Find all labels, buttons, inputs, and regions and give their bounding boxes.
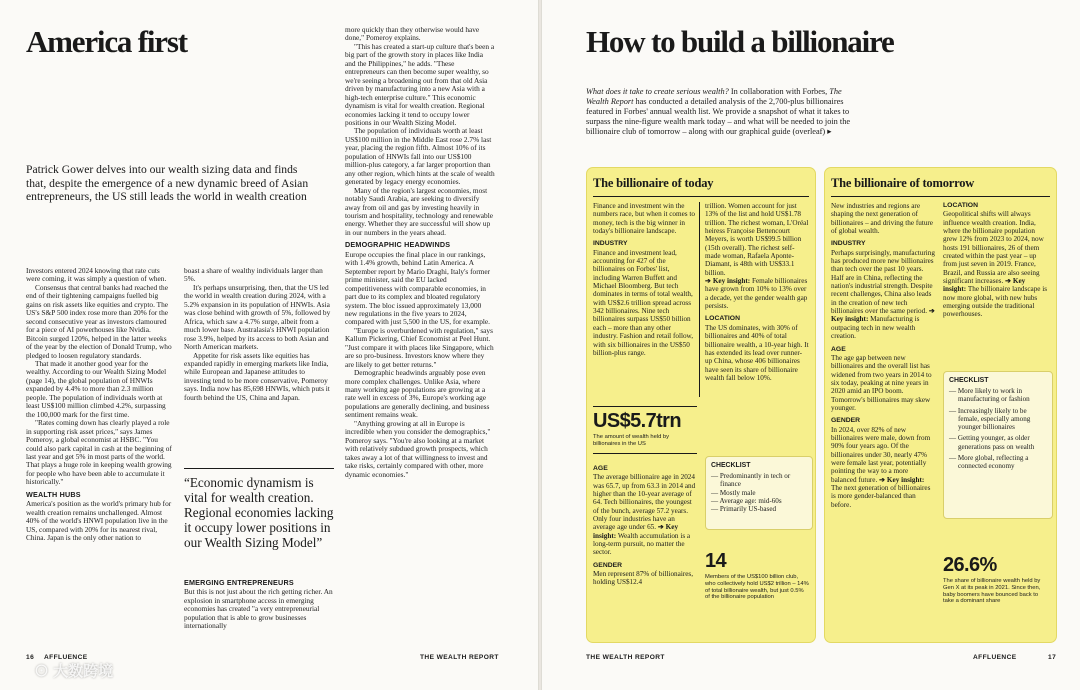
left-page	[0, 0, 538, 690]
stat-value: US$5.7trn	[593, 410, 681, 432]
label-location: LOCATION	[705, 315, 740, 323]
paragraph: "Europe is overburdened with regulation," says Kallum Pickering, Chief Economist at Peel Hunt. "Just compare it with places like Singapore, which are so pro-business. Investors know where they are likely to get better returns."	[345, 325, 494, 369]
subhead-emerging-entrepreneurs: EMERGING ENTREPRENEURS	[184, 578, 294, 587]
key-insight-text: The next generation of billionaires is more gender-balanced than before.	[831, 484, 931, 509]
label-location: LOCATION	[943, 202, 978, 209]
intro-text-a: In collaboration with Forbes,	[728, 87, 830, 96]
checklist-item: — More likely to work in manufacturing or fashion	[949, 387, 1030, 404]
panel-billionaire-today	[586, 167, 816, 643]
industry-text: Perhaps surprisingly, manufacturing has produced more new billionaires than tech over the past 10 years. Half are in China, reflecting the nation's industrial strength. Despite recent challenges, China also leads in the creation of new tech billionaires over the same period.	[831, 248, 935, 316]
panel-title: The billionaire of today	[593, 176, 714, 190]
key-insight-label: ➔ Key insight:	[943, 277, 1026, 294]
today-industry-text: Finance and investment lead, accounting for 427 of the billionaires on Forbes' list, including Warren Buffett and Michael Bloomberg. But tech dominates in terms of total wealth, with US$2.6 trillion spread across 342 billionaires. Nine tech billionaires surpass US$50 billion each – more than any other industry. Fashion and retail follow, with six billionaires in the US$50 billion-plus range.	[593, 248, 694, 357]
panel-title-rule	[593, 196, 809, 197]
paragraph: That made it another good year for the wealthy. According to our Wealth Sizing Model (page 14), the global population of HNWIs expanded by 4.4% to more than 2.3 million people. The population of individuals worth at least US$100 million climbed 4.2%, surpassing the 100,000 mark for the first time.	[26, 358, 167, 419]
tomorrow-age-text: The age gap between new billionaires and the overall list has widened from two years in 2014 to six today, peaking at nine years in 2020 amid an IPO boom. Tomorrow's billionaires may skew younger.	[831, 353, 932, 412]
paragraph: "Anything growing at all in Europe is incredible when you consider the demographics," Pomeroy says. "You're also looking at a market with relatively subdued growth prospects, which takes away a lot of that willingness to invest and take risks, certainly compared with other, more dynamic economies."	[345, 418, 491, 479]
today-location-text: The US dominates, with 30% of billionaires and 40% of total billionaire wealth, a 10-year high. It has extended its lead over runner-up China, whose 406 billionaires have seen its share of billionaire wealth fall below 10%.	[705, 323, 809, 382]
checklist-title: CHECKLIST	[711, 462, 751, 469]
page-headline: America first	[26, 24, 187, 59]
stat-box-100bn-club	[705, 551, 809, 601]
paragraph: Appetite for risk assets like equities has expanded rapidly in emerging markets like India, while European and Japanese attitudes to investing tend to be more conservative, Pomeroy says. India now has 85,698 HNWIs, which puts it fourth behind the US, China and Japan.	[184, 350, 330, 402]
paragraph: Demographic headwinds arguably pose even more complex challenges. Unlike Asia, where many working age populations are growing at a rate well in excess of 3%, Europe's working age populations are generally declining, and business sentiment remains weak.	[345, 368, 490, 420]
paragraph: "This has created a start-up culture that's been a big part of the growth story in places like India and the Philippines," he adds. "These entrepreneurs can then become super wealthy, so we're seeing a broadening out from that old Asia driven by manufacturing into a new Asia with a high-tech enterprise culture." This economic dynamism is vital for wealth creation. Regional economies lacking it tend to occupy lower positions in our Wealth Sizing Model.	[345, 41, 495, 127]
location-text: Geopolitical shifts will always influence wealth creation. India, where the billionaire population grew 12% from 2023 to 2024, now hosts 191 billionaires, 26 of them created within the past year – up from just seven in 2019. France, Brazil, and Russia are also seeing significant increases.	[943, 210, 1044, 286]
panel-title: The billionaire of tomorrow	[831, 176, 975, 190]
stat-caption: Members of the US$100 billion club, who collectively hold US$2 trillion – 14% of total billionaire wealth, but just 0.5% of the billionaire population	[705, 574, 809, 601]
checklist-item: — More global, reflecting a connected economy	[949, 454, 1029, 471]
paragraph: America's position as the world's primary hub for wealth creation remains unchallenged. Almost 40% of the world's HNWI population live in the US, compared with 20% for its nearest rival, China. Japan is the only other nation to	[26, 499, 172, 543]
panel-billionaire-tomorrow	[824, 167, 1057, 643]
folio-section: AFFLUENCE	[44, 654, 88, 661]
stat-value: 14	[705, 550, 727, 572]
label-age: AGE	[593, 465, 608, 472]
key-insight-label: ➔ Key insight:	[831, 307, 935, 324]
stat-value: 26.6%	[943, 554, 997, 576]
paragraph: Many of the region's largest economies, most notably Saudi Arabia, are seeking to diversify away from oil and gas by investing heavily in tourism and hospitality, technology and renewable energy. Whether they are successful will show up in our numbers in the years ahead.	[345, 185, 493, 237]
paragraph: But this is not just about the rich getting richer. An explosion in smartphone access in emerging economies has created "a very entrepreneurial population that is able to grow businesses internationally	[184, 587, 333, 631]
label-gender: GENDER	[831, 417, 861, 425]
tomorrow-checklist	[943, 371, 1053, 519]
paragraph: Europe occupies the final place in our rankings, with 1.4% growth, behind Latin America. A September report by Mario Draghi, Italy's former prime minister, said the EU lacked competitiveness with comparable economies, in part due to its complex and bloated regulatory system. The bloc issued approximately 13,000 new regulations in the five years to 2024, compared with just 5,500 in the US, for example.	[345, 249, 491, 327]
tomorrow-gender-text	[831, 426, 935, 509]
paragraph: Consensus that central banks had reached the end of their tightening campaigns fuelled big gains on risk assets like equities and crypto. The US's S&P 500 index rose more than 20% for the second consecutive year as investors clamoured for a piece of AI powerhouses like Nvidia. Bitcoin surged 120%, helped in the latter weeks of the year by the election of Donald Trump, who pledged to loosen regulatory standards.	[26, 282, 172, 360]
paragraph: The population of individuals worth at least US$100 million in the Middle East rose 2.7% last year, placing the region fifth. Almost 10% of its population of HNWIs fall into our US$100 million-plus category, a far larger proportion than any other region, which hints at the scale of wealth generated by legacy energy economies.	[345, 126, 495, 187]
checklist-title: CHECKLIST	[949, 377, 989, 384]
paragraph: It's perhaps unsurprising, then, that the US led the world in wealth creation during 2024, with a 5.2% expansion in its population of HNWIs. Asia was close behind with growth of 5%, followed by Africa, which saw a 4.7% surge, albeit from a much lower base. Australasia's HNWI population rose 3.9%, helped by its access to both Asian and North American markets.	[184, 282, 331, 352]
checklist-item: — Primarily US-based	[711, 505, 777, 514]
stat-caption: The amount of wealth held by billionaires in the US	[593, 434, 670, 447]
tomorrow-location-text	[943, 210, 1049, 318]
folio-publication: THE WEALTH REPORT	[420, 654, 499, 661]
stat-box-us-wealth	[593, 406, 697, 454]
column-divider	[699, 202, 700, 397]
article-column-2	[184, 267, 332, 402]
checklist-item: — Increasingly likely to be female, especially among younger billionaires	[949, 406, 1031, 432]
tomorrow-industry-text	[831, 249, 935, 341]
article-column-3	[345, 26, 495, 479]
today-checklist	[705, 456, 813, 530]
key-insight-label: ➔ Key insight:	[879, 475, 925, 484]
key-insight-text: Wealth accumulation is a long-term pursuit, no matter the sector.	[593, 531, 691, 557]
paragraph: boast a share of wealthy individuals larger than 5%.	[184, 266, 323, 284]
checklist-item: — Mostly male	[711, 488, 756, 497]
subhead-demographic-headwinds: DEMOGRAPHIC HEADWINDS	[345, 240, 451, 250]
right-page	[542, 0, 1080, 690]
checklist-item: — Getting younger, as older generations pass on wealth	[949, 434, 1035, 451]
stat-caption: The share of billionaire wealth held by Gen X at its peak in 2021. Since then, baby boomers have bounced back to take a dominant share	[943, 578, 1041, 605]
folio-section: AFFLUENCE	[973, 654, 1017, 661]
paragraph: more quickly than they otherwise would have done," Pomeroy explains.	[345, 25, 480, 43]
intro-publication: The Wealth Report	[586, 87, 842, 107]
label-industry: INDUSTRY	[831, 240, 866, 248]
paragraph: Investors entered 2024 knowing that rate cuts were coming, it was simply a question of when.	[26, 266, 167, 284]
key-insight-text: Female billionaires have grown from 10% to 13% over a decade, yet the gender wealth gap persists.	[705, 277, 808, 311]
tomorrow-intro: New industries and regions are shaping the next generation of billionaires – and driving the future of global wealth.	[831, 202, 933, 236]
article-column-2-lower	[184, 575, 334, 631]
label-gender: GENDER	[593, 561, 623, 569]
article-column-1	[26, 267, 172, 543]
folio-page-number: 17	[1048, 654, 1057, 661]
intro-text-b: has conducted a detailed analysis of the 2,700-plus billionaires featured in Forbes' annual wealth list. We provide a snapshot of what it takes to surpass the nine-figure wealth mark today – and what will be needed to join the billionaire club of tomorrow – along with our graphical guide (overleaf) ▸	[586, 97, 851, 137]
checklist-item: — Predominantly in tech or finance	[711, 472, 791, 489]
folio-page-number: 16	[26, 654, 35, 661]
folio-publication: THE WEALTH REPORT	[586, 654, 665, 661]
label-industry: INDUSTRY	[593, 240, 628, 248]
today-age-text	[593, 473, 697, 556]
key-insight-label: ➔ Key insight:	[593, 523, 679, 540]
today-column-2	[705, 202, 809, 382]
paragraph: "Rates coming down has clearly played a role in supporting risk asset prices," says James Pomeroy, a global economist at HSBC. "You could also park capital in cash at the beginning of last year and get 5% in most parts of the world. That plays a huge role in keeping wealth growing for people who have been able to accumulate it historically."	[26, 418, 172, 487]
panel-title-rule	[831, 196, 1050, 197]
watermark-logo: ⊙ 大数跨境	[34, 663, 114, 680]
pull-quote: “Economic dynamism is vital for wealth creation. Regional economies lacking it occupy lower positions in our Wealth Sizing Model”	[184, 468, 334, 550]
stat-box-gen-x	[943, 555, 1049, 605]
intro-text	[586, 87, 858, 137]
intro-question: What does it take to create serious wealth?	[586, 87, 729, 96]
subhead-wealth-hubs: WEALTH HUBS	[26, 489, 81, 499]
page-headline: How to build a billionaire	[586, 24, 894, 59]
today-gender-continued: trillion. Women account for just 13% of the list and hold US$1.78 trillion. The richest woman, L'Oréal heiress Françoise Bettencourt Meyers, is worth US$99.5 billion (15th overall). The richest self-made woman, Rafaela Aponte-Diamant, is 48th with US$33.1 billion.	[705, 202, 809, 277]
key-insight-text: Manufacturing is outpacing tech in new wealth creation.	[831, 315, 920, 341]
today-column-1-lower	[593, 460, 697, 587]
key-insight-text: The billionaire landscape is now more global, with new hubs emerging outside the traditional powerhouses.	[943, 285, 1048, 319]
today-column-1	[593, 202, 697, 357]
gender-text: In 2024, over 82% of new billionaires were male, down from 90% four years ago. Of the billionaires under 30, nearly 47% were female last year, potentially pointing the way to a more balanced future.	[831, 425, 931, 484]
standfirst: Patrick Gower delves into our wealth sizing data and finds that, despite the emergence of a new dynamic breed of Asian entrepreneurs, the US still leads the world in wealth creation	[26, 163, 309, 204]
tomorrow-column-2	[943, 202, 1049, 319]
today-intro: Finance and investment win the numbers race, but when it comes to money, tech is the big winner in today's billionaire landscape.	[593, 202, 695, 236]
tomorrow-column-1	[831, 202, 935, 509]
today-gender-text: Men represent 87% of billionaires, holding US$12.4	[593, 570, 693, 587]
today-key-insight	[705, 277, 809, 310]
checklist-item: — Average age: mid-60s	[711, 496, 782, 505]
age-text: The average billionaire age in 2024 was 65.7, up from 63.3 in 2014 and higher than the 10-year average of 64. Tech billionaires, the youngest of the bunch, average 57.2 years. Only four industries have an average age under 65.	[593, 473, 696, 532]
key-insight-label: ➔ Key insight:	[705, 277, 751, 286]
label-age: AGE	[831, 345, 846, 353]
